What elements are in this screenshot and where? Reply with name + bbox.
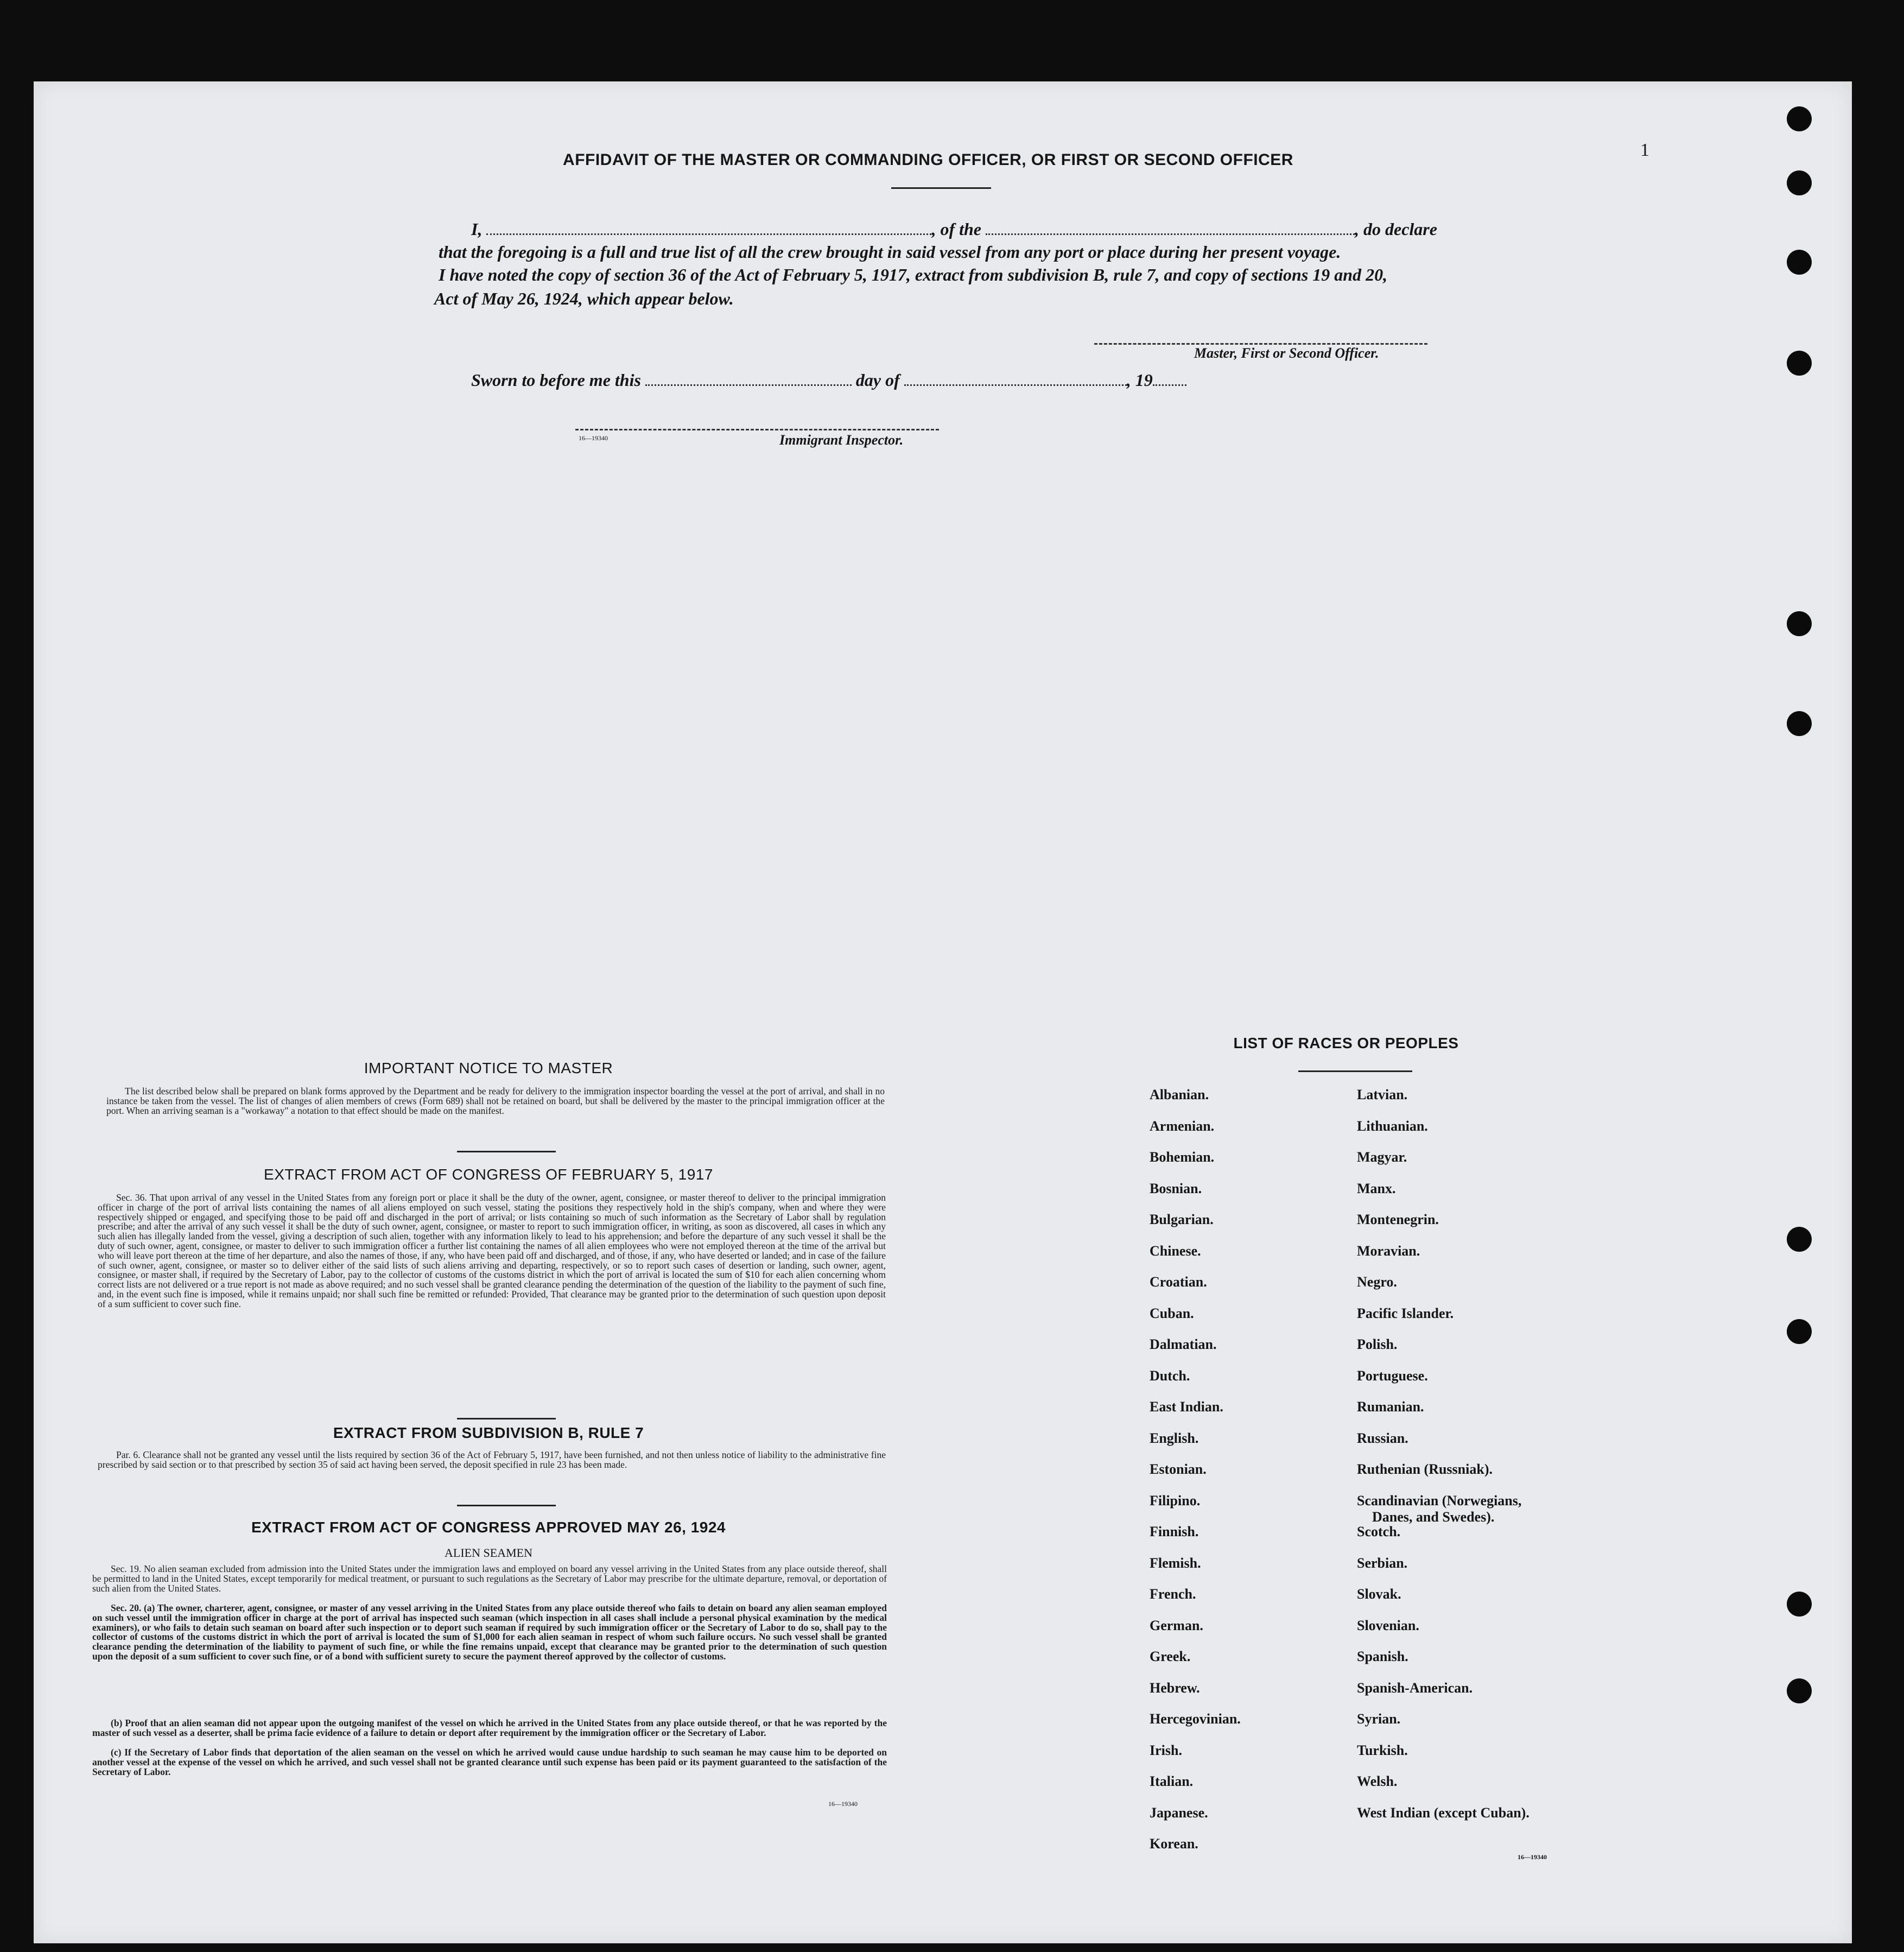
divider-rule [457,1418,556,1419]
race-item: Russian. [1357,1430,1408,1446]
race-item: Dutch. [1150,1367,1190,1384]
race-item: Negro. [1357,1274,1397,1290]
race-item: Moravian. [1357,1243,1420,1259]
divider-rule [457,1151,556,1152]
race-item: Croatian. [1150,1274,1207,1290]
race-item: Spanish-American. [1357,1680,1473,1696]
affidavit-of-the: , of the [931,219,981,239]
binder-hole [1787,1227,1812,1252]
race-item: Korean. [1150,1836,1198,1852]
sworn-year: , 19 [1126,370,1153,390]
notice-body: The list described below shall be prepared on blank forms approved by the Department and be ready for delivery to the immigration inspector boarding the vessel at the port of arrival, and shall in no instance be taken from the vessel. The list of changes of alien members of crews (Form 689) shall not be retained on board, but shall be delivered by the master to the principal immigration officer at the port. When an arriving seaman is a "workaway" a notation to that effect should be made on the manifest. [106,1086,885,1116]
race-item: Slovenian. [1357,1617,1419,1633]
race-item: German. [1150,1617,1203,1633]
race-item: Flemish. [1150,1555,1201,1571]
binder-hole [1787,250,1812,275]
race-item: Magyar. [1357,1149,1407,1165]
race-item: Manx. [1357,1180,1396,1196]
races-title: LIST OF RACES OR PEOPLES [1233,1035,1459,1051]
binder-hole [1787,170,1812,195]
affidavit-line-2: that the foregoing is a full and true list of all the crew brought in said vessel from any port or place during her present voyage. [439,242,1341,262]
document-sheet [34,81,1852,1943]
affidavit-line-4: Act of May 26, 1924, which appear below. [434,289,734,308]
master-signature-caption: Master, First or Second Officer. [1194,345,1379,361]
race-item: Bohemian. [1150,1149,1215,1165]
affidavit-title: AFFIDAVIT OF THE MASTER OR COMMANDING OFFICER, OR FIRST OR SECOND OFFICER [563,151,1293,169]
name-field[interactable] [486,221,931,235]
sworn-day-of: day of [855,370,900,390]
extract-form-number: 16—19340 [828,1800,858,1808]
extract-1924-subtitle: ALIEN SEAMEN [445,1546,532,1560]
race-item: Polish. [1357,1336,1398,1352]
race-item: Latvian. [1357,1087,1408,1102]
sec20b-body: (b) Proof that an alien seaman did not appear upon the outgoing manifest of the vessel on which he arrived in the United States from any place outside thereof, or that he was reported by the master of such vessel as a deserter, shall be prima facie evidence of a failure to detain or deport after requirement by the immigration officer or the Secretary of Labor. [92,1717,887,1738]
sworn-day-field[interactable] [645,372,852,386]
race-item: Armenian. [1150,1118,1215,1134]
race-item: Hercegovinian. [1150,1711,1241,1727]
rule7-body: Par. 6. Clearance shall not be granted any vessel until the lists required by section 36 of the Act of February 5, 1917, have been furnished, and not then unless notice of liability to the administrative fine prescribed by said section or to that prescribed by section 35 of said act having been served, the deposit specified in rule 23 has been made. [98,1449,886,1470]
page-mark: 1 [1640,140,1649,160]
race-item: Filipino. [1150,1492,1201,1509]
sec20c-body: (c) If the Secretary of Labor finds that deportation of the alien seaman on the vessel on which he arrived would cause undue hardship to such seaman he may cause him to be deported on another vessel at the expense of the vessel on which he arrived, and such vessel shall not be granted clearance until such expense has been paid or its payment guaranteed to the satisfaction of the Secretary of Labor. [92,1747,887,1777]
binder-hole [1787,1678,1812,1703]
sworn-prefix: Sworn to before me this [471,370,641,390]
races-rule [1298,1070,1412,1072]
affidavit-form-number: 16—19340 [579,434,608,442]
race-item: Syrian. [1357,1711,1401,1727]
race-item: Portuguese. [1357,1367,1428,1384]
race-item: Danes, and Swedes). [1372,1509,1495,1525]
race-item: East Indian. [1150,1399,1223,1415]
sworn-year-field[interactable] [1153,372,1186,386]
race-item: French. [1150,1586,1196,1602]
race-item: Irish. [1150,1742,1182,1758]
sec20a-body: Sec. 20. (a) The owner, charterer, agent, consignee, or master of any vessel arriving in the United States from any place outside thereof who fails to detain on board any alien seaman employed on such vessel until the immigration officer in charge at the port of arrival has inspected such seaman (which inspection in all cases shall include a personal physical examination by the medical examiners), or who fails to detain such seaman on board after such inspection or to deport such seaman if required by such immigration officer or the Secretary of Labor to do so, shall pay to the collector of customs of the customs district in which the port of arrival is located the sum of $1,000 for each alien seaman in respect of whom such failure occurs. No such vessel shall be granted clearance pending the determination of the liability to payment of such fine, or while the fine remains unpaid, except that clearance may be granted prior to the determination of such question upon the deposit of a sum sufficient to cover such fine, or of a bond with sufficient surety to secure the payment thereof approved by the collector of customs. [92,1602,887,1662]
extract-1924-title: EXTRACT FROM ACT OF CONGRESS APPROVED MAY 26, 1924 [251,1519,726,1536]
race-item: Dalmatian. [1150,1336,1217,1352]
race-item: Turkish. [1357,1742,1408,1758]
affidavit-line-3: I have noted the copy of section 36 of the Act of February 5, 1917, extract from subdivision B, rule 7, and copy of sections 19 and 20, [439,265,1388,284]
race-item: Bosnian. [1150,1180,1202,1196]
binder-hole [1787,1319,1812,1344]
race-item: Finnish. [1150,1524,1199,1539]
race-item: Chinese. [1150,1243,1201,1259]
inspector-caption: Immigrant Inspector. [779,432,904,448]
race-item: Greek. [1150,1649,1191,1664]
race-item: Pacific Islander. [1357,1305,1454,1321]
race-item: Scotch. [1357,1524,1401,1539]
rule7-title: EXTRACT FROM SUBDIVISION B, RULE 7 [333,1424,644,1441]
race-item: Cuban. [1150,1305,1194,1321]
notice-title: IMPORTANT NOTICE TO MASTER [364,1060,613,1076]
binder-hole [1787,1592,1812,1617]
race-item: Welsh. [1357,1773,1398,1789]
race-item: Scandinavian (Norwegians, [1357,1492,1522,1509]
binder-hole [1787,106,1812,131]
sworn-month-field[interactable] [904,372,1127,386]
races-form-number: 16—19340 [1518,1853,1547,1861]
extract-1917-title: EXTRACT FROM ACT OF CONGRESS OF FEBRUARY 5, 1917 [264,1166,713,1183]
affidavit-declare: , do declare [1355,219,1437,239]
master-signature-line[interactable] [1094,343,1427,345]
race-item: Rumanian. [1357,1399,1424,1415]
race-item: Lithuanian. [1357,1118,1428,1134]
race-item: English. [1150,1430,1199,1446]
title-rule [891,187,991,189]
race-item: Hebrew. [1150,1680,1200,1696]
race-item: Bulgarian. [1150,1212,1214,1227]
binder-hole [1787,611,1812,636]
race-item: Serbian. [1357,1555,1408,1571]
race-item: Albanian. [1150,1087,1209,1102]
race-item: Spanish. [1357,1649,1408,1664]
affidavit-i: I, [471,219,483,239]
extract-1917-body: Sec. 36. That upon arrival of any vessel in the United States from any foreign port or place it shall be the duty of the owner, agent, consignee, or master thereof to deliver to the principal immigration officer in charge of the port of arrival lists containing the names of all aliens employed on such vessel, stating the positions they respectively hold in the ship's company, when and where they were respectively shipped or engaged, and specifying those to be paid off and discharged in the port of arrival; or lists containing so much of such information as the Secretary of Labor shall by regulation prescribe; and after the arrival of any such vessel it shall be the duty of such owner, agent, consignee, or master to report to such immigration officer, in writing, as soon as discovered, all cases in which any such alien has illegally landed from the vessel, giving a description of such alien, together with any information likely to lead to his apprehension; and before the departure of any such vessel it shall be the duty of such owner, agent, consignee, or master to deliver to such immigration officer a further list containing the names of all alien employees who were not employed thereon at the time of the arrival but who will leave port thereon at the time of her departure, and also the names of those, if any, who have been paid off and discharged, and of those, if any, who have deserted or landed; and in case of the failure of such owner, agent, consignee, or master so to deliver either of the said lists of such aliens arriving and departing, respectively, or so to report such cases of desertion or landing, such owner, agent, consignee, or master shall, if required by the Secretary of Labor, pay to the collector of customs of the customs district in which the port of arrival is located the sum of $10 for each alien concerning whom correct lists are not delivered or a true report is not made as above required; and no such vessel shall be granted clearance pending the determination of the question of the liability to the payment of such fine, and, in the event such fine is imposed, while it remains unpaid; nor shall such fine be remitted or refunded: Provided, That clearance may be granted prior to the determination of such question upon deposit of a sum sufficient to cover such fine. [98,1192,886,1309]
race-item: Japanese. [1150,1804,1208,1821]
vessel-field[interactable] [986,221,1355,235]
binder-hole [1787,351,1812,376]
race-item: Montenegrin. [1357,1212,1439,1227]
race-item: Italian. [1150,1773,1194,1789]
divider-rule [457,1505,556,1506]
sec19-body: Sec. 19. No alien seaman excluded from admission into the United States under the immigration laws and employed on board any vessel arriving in the United States from any place outside thereof, shall be permitted to land in the United States, except temporarily for medical treatment, or pursuant to such regulations as the Secretary of Labor may prescribe for the ultimate departure, removal, or deportation of such alien from the United States. [92,1563,887,1594]
race-item: Estonian. [1150,1461,1207,1477]
race-item: Ruthenian (Russniak). [1357,1461,1493,1477]
race-item: Slovak. [1357,1586,1401,1602]
race-item: West Indian (except Cuban). [1357,1804,1529,1821]
inspector-signature-line[interactable] [575,429,939,430]
sworn-line [471,370,1186,390]
binder-hole [1787,711,1812,736]
